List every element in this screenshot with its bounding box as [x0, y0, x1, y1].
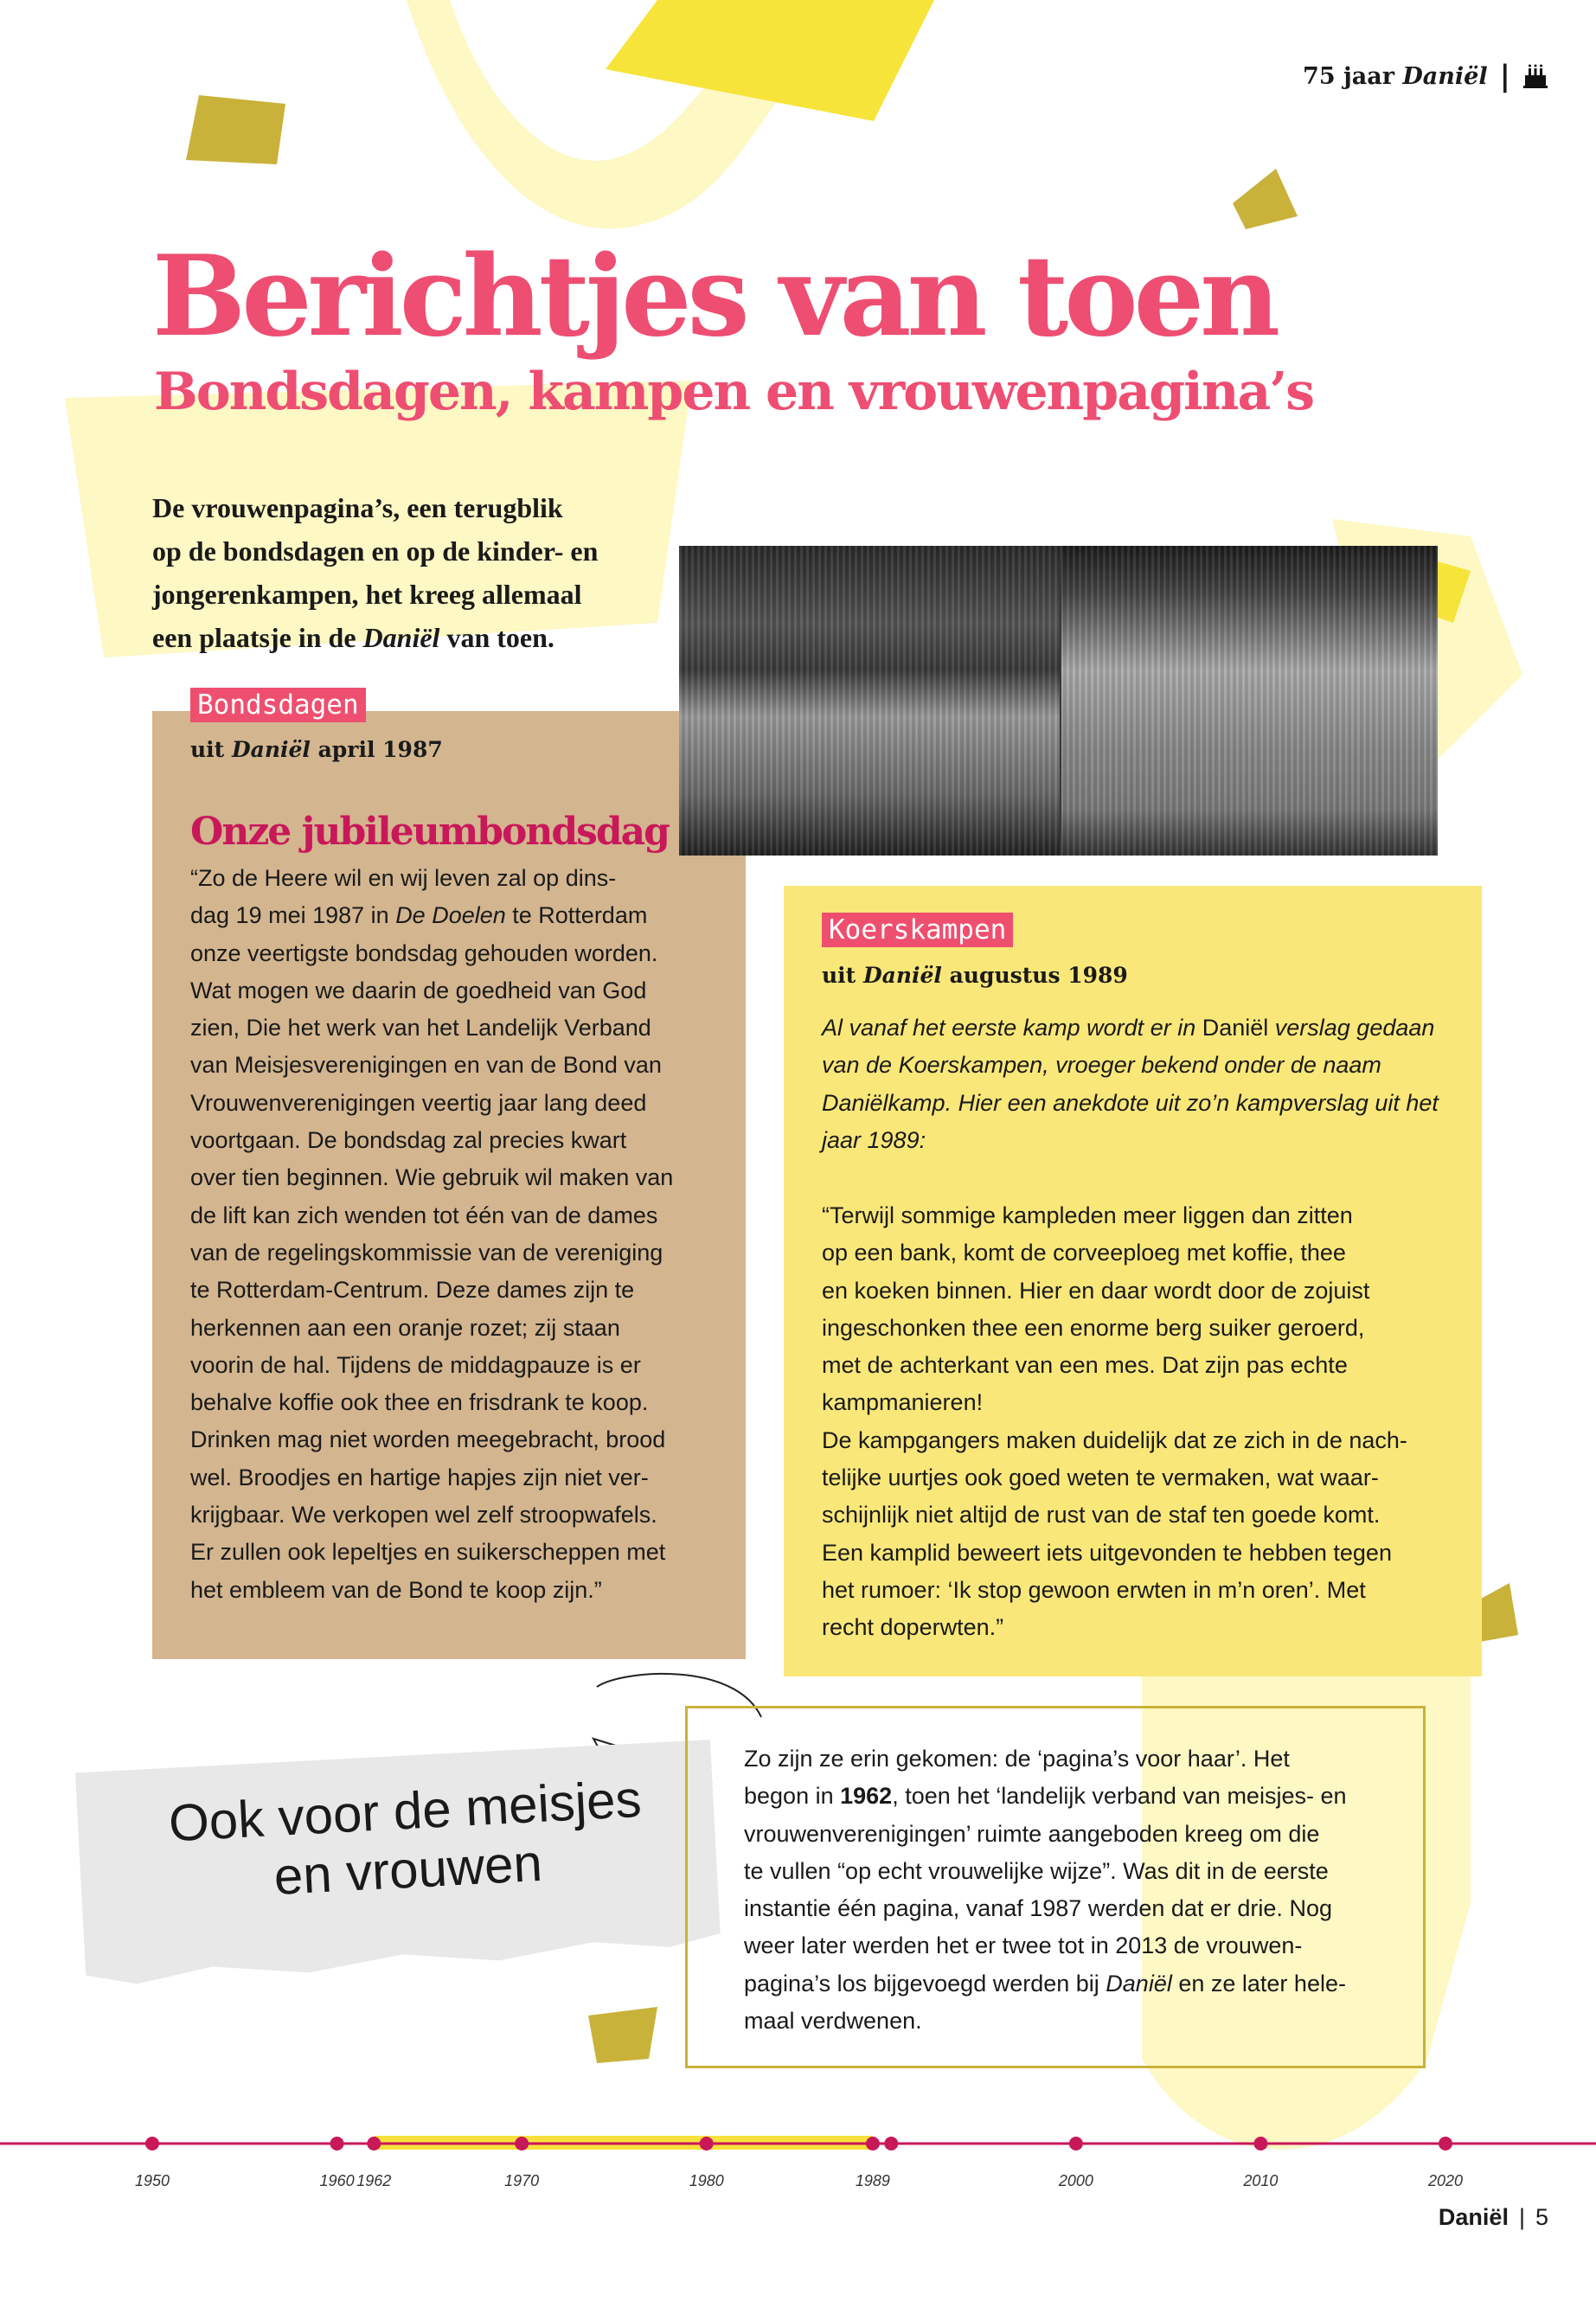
text-segment: de lift kan zich wenden tot één van de dames [190, 1202, 658, 1228]
text-segment: verslag gedaan [1268, 1015, 1435, 1041]
timeline-dot [145, 2137, 159, 2150]
text-line [190, 860, 673, 897]
text-segment: te Rotterdam-Centrum. Deze dames zijn te [190, 1277, 635, 1304]
text-segment: ingeschonken thee een enorme berg suiker geroerd, [822, 1314, 1365, 1341]
header-text [1303, 63, 1488, 90]
note-line-2: en vrouwen [272, 1833, 544, 1907]
text-line [822, 1085, 1439, 1122]
text-line [822, 1310, 1407, 1347]
text-line [744, 1853, 1347, 1890]
text-line [152, 529, 663, 573]
text-line [190, 1197, 673, 1234]
koerskampen-intro [822, 1009, 1439, 1159]
text-segment: De kampgangers maken duidelijk dat ze zich in de nach- [822, 1426, 1407, 1453]
text-segment: van de regelingskommissie van de vereniging [190, 1239, 663, 1266]
note-line-1: Ook voor de meisjes [167, 1769, 644, 1853]
text-segment: op de bondsdagen en op de kinder- en [152, 535, 599, 567]
text-segment: over tien beginnen. Wie gebruik wil maken van [190, 1164, 674, 1191]
text-line [822, 1272, 1407, 1310]
text-segment: recht doperwten.” [822, 1614, 1004, 1641]
text-line [190, 1009, 673, 1047]
text-segment: augustus 1989 [941, 963, 1128, 988]
text-segment: Drinken mag niet worden meegebracht, brood [190, 1426, 666, 1453]
intro-text [152, 486, 663, 659]
text-segment: met de achterkant van een mes. Dat zijn pas echte [822, 1352, 1348, 1379]
header-separator: | [1499, 59, 1510, 93]
text-segment: het embleem van de Bond te koop zijn.” [190, 1576, 602, 1603]
text-segment: te vullen “op echt vrouwelijke wijze”. Was dit in de eerste [744, 1857, 1329, 1884]
text-segment: een plaatsje in de [152, 622, 363, 653]
text-segment: Daniël [1106, 1970, 1172, 1997]
text-line [190, 1572, 673, 1609]
text-line [744, 1890, 1347, 1927]
text-line [190, 1272, 673, 1309]
footer-separator: | [1518, 2204, 1525, 2230]
text-segment: Daniël [862, 963, 942, 988]
birthday-cake-icon [1522, 63, 1548, 89]
text-segment: Daniël [362, 622, 440, 653]
text-segment: De Doelen [395, 902, 506, 929]
text-segment: “Terwijl sommige kampleden meer liggen dan zitten [822, 1202, 1353, 1228]
bondsdagen-tag: Bondsdagen [190, 688, 366, 722]
text-segment: begon in [744, 1783, 841, 1810]
text-segment: van toen. [439, 622, 554, 653]
text-segment: onze veertigste bondsdag gehouden worden. [190, 939, 658, 966]
text-line [822, 1572, 1407, 1609]
text-segment: en koeken binnen. Hier en daar wordt door de zojuist [822, 1277, 1370, 1304]
text-line [822, 1347, 1407, 1384]
bondsdag-photo [679, 546, 1438, 856]
timeline-label: 1962 [356, 2172, 392, 2189]
text-segment: weer later werden het er twee tot in 2013 de vrouwen- [744, 1932, 1303, 1959]
bondsdagen-source [190, 737, 443, 762]
text-segment: april 1987 [310, 737, 443, 762]
text-segment: , toen het ‘landelijk verband van meisjes- en [892, 1783, 1347, 1810]
text-segment: Zo zijn ze erin gekomen: de ‘pagina’s voor haar’. Het [744, 1746, 1290, 1772]
timeline-dot [884, 2137, 898, 2150]
timeline-dot [866, 2137, 880, 2150]
text-line [744, 1816, 1347, 1853]
text-segment: het rumoer: ‘Ik stop gewoon erwten in m’n oren’. Met [822, 1576, 1366, 1603]
timeline-dot [330, 2137, 344, 2150]
text-line [190, 897, 673, 934]
text-segment: Vrouwenverenigingen veertig jaar lang deed [190, 1089, 647, 1116]
vrouwenpaginas-text [744, 1740, 1347, 2040]
text-segment: Er zullen ook lepeltjes en suikerscheppen met [190, 1539, 666, 1566]
timeline-dot [700, 2137, 714, 2150]
text-segment: pagina’s los bijgevoegd werden bij [744, 1970, 1106, 1997]
text-line [822, 1609, 1407, 1646]
text-line [190, 1347, 673, 1384]
text-line [822, 1535, 1407, 1572]
header-brand: Daniël [1402, 62, 1488, 90]
text-segment: instantie één pagina, vanaf 1987 werden dat er drie. Nog [744, 1895, 1332, 1922]
text-segment: maal verdwenen. [744, 2008, 922, 2035]
text-line [190, 1085, 673, 1122]
koerskampen-tag: Koerskampen [822, 913, 1013, 947]
text-segment: krijgbaar. We verkopen wel zelf stroopwafels. [190, 1502, 657, 1529]
timeline-dot [1069, 2137, 1083, 2150]
text-segment: De vrouwenpagina’s, een terugblik [152, 492, 563, 523]
text-line [744, 1965, 1347, 2003]
text-segment: Een kamplid beweert iets uitgevonden te hebben tegen [822, 1539, 1392, 1566]
text-segment: kampmanieren! [822, 1389, 984, 1416]
text-line [152, 573, 663, 616]
text-line [822, 1009, 1439, 1047]
text-line [822, 1459, 1407, 1497]
timeline-label: 1950 [134, 2172, 170, 2189]
text-line [822, 1122, 1439, 1159]
text-segment: wel. Broodjes en hartige hapjes zijn niet ver- [190, 1464, 649, 1490]
text-line [822, 1497, 1407, 1534]
footer-brand: Daniël [1438, 2204, 1509, 2230]
text-segment: “Zo de Heere wil en wij leven zal op dins- [190, 865, 617, 891]
timeline-dot [515, 2137, 529, 2150]
text-segment: uit [190, 737, 232, 762]
text-segment: 1962 [840, 1783, 893, 1810]
timeline-dot [1439, 2137, 1452, 2150]
bondsdagen-heading: Onze jubileumbondsdag [190, 810, 669, 854]
text-line [190, 1459, 673, 1497]
text-segment: schijnlijk niet altijd de rust van de staf ten goede komt. [822, 1502, 1381, 1529]
page-title: Berichtjes van toen [152, 232, 1277, 362]
text-line [822, 1047, 1439, 1084]
text-line [190, 1122, 673, 1159]
timeline-label: 1989 [855, 2172, 890, 2189]
timeline-label: 1970 [504, 2172, 540, 2189]
text-segment: voorin de hal. Tijdens de middagpauze is er [190, 1351, 641, 1378]
text-line [152, 486, 663, 529]
text-segment: dag 19 mei 1987 in [190, 902, 396, 929]
text-segment: en ze later hele- [1171, 1970, 1346, 1997]
text-line [190, 1534, 673, 1571]
timeline-label: 1960 [319, 2172, 355, 2189]
text-line [822, 1234, 1407, 1272]
text-segment: te Rotterdam [505, 902, 648, 929]
text-line [744, 1778, 1347, 1815]
text-line [190, 972, 673, 1009]
text-line [190, 1497, 673, 1534]
text-line [744, 1927, 1347, 1965]
timeline-label: 2000 [1058, 2172, 1093, 2189]
text-segment: Daniël [231, 737, 311, 762]
header-prefix: 75 jaar [1303, 62, 1403, 90]
text-line [190, 1234, 673, 1272]
text-line [190, 1421, 673, 1458]
timeline [0, 2111, 1596, 2214]
text-segment: telijke uurtjes ook goed weten te vermaken, wat waar- [822, 1465, 1379, 1491]
text-segment: Wat mogen we daarin de goedheid van God [190, 977, 647, 1003]
text-segment: uit [822, 963, 863, 988]
text-segment: jongerenkampen, het kreeg allemaal [152, 579, 582, 610]
text-segment: vrouwenverenigingen’ ruimte aangeboden kreeg om die [744, 1820, 1320, 1847]
text-line [190, 1384, 673, 1421]
running-header [1303, 59, 1548, 93]
text-segment: Daniël [1202, 1015, 1269, 1041]
text-segment: voortgaan. De bondsdag zal precies kwart [190, 1127, 627, 1154]
text-segment: op een bank, komt de corveeploeg met koffie, thee [822, 1240, 1346, 1266]
timeline-label: 2010 [1243, 2172, 1279, 2189]
text-line [190, 1159, 673, 1196]
timeline-dot [1253, 2137, 1267, 2150]
timeline-dot [367, 2137, 381, 2150]
text-line [822, 1384, 1407, 1421]
text-segment: jaar 1989: [822, 1126, 926, 1153]
text-line [152, 616, 663, 659]
text-line [822, 1197, 1407, 1234]
text-segment: herkennen aan een oranje rozet; zij staan [190, 1314, 620, 1341]
text-segment: Al vanaf het eerste kamp wordt er in [822, 1015, 1202, 1041]
text-line [822, 1422, 1407, 1459]
text-segment: behalve koffie ook thee en frisdrank te koop. [190, 1389, 649, 1416]
text-segment: zien, Die het werk van het Landelijk Verband [190, 1015, 651, 1042]
text-segment: Daniëlkamp. Hier een anekdote uit zo’n kampverslag uit het [822, 1089, 1439, 1116]
timeline-label: 2020 [1427, 2172, 1464, 2189]
page-footer [1439, 2204, 1548, 2231]
page-number: 5 [1535, 2204, 1548, 2230]
koerskampen-source [822, 963, 1128, 988]
text-segment: van de Koerskampen, vroeger bekend onder de naam [822, 1052, 1381, 1079]
text-segment: van Meisjesverenigingen en van de Bond van [190, 1052, 662, 1079]
bondsdagen-body [190, 860, 673, 1609]
text-line [190, 1310, 673, 1347]
timeline-label: 1980 [689, 2172, 724, 2189]
text-line [190, 935, 673, 972]
text-line [190, 1047, 673, 1084]
koerskampen-body [822, 1197, 1407, 1647]
text-line [744, 2003, 1347, 2040]
page-subtitle: Bondsdagen, kampen en vrouwenpagina’s [154, 362, 1314, 422]
text-line [744, 1740, 1347, 1778]
